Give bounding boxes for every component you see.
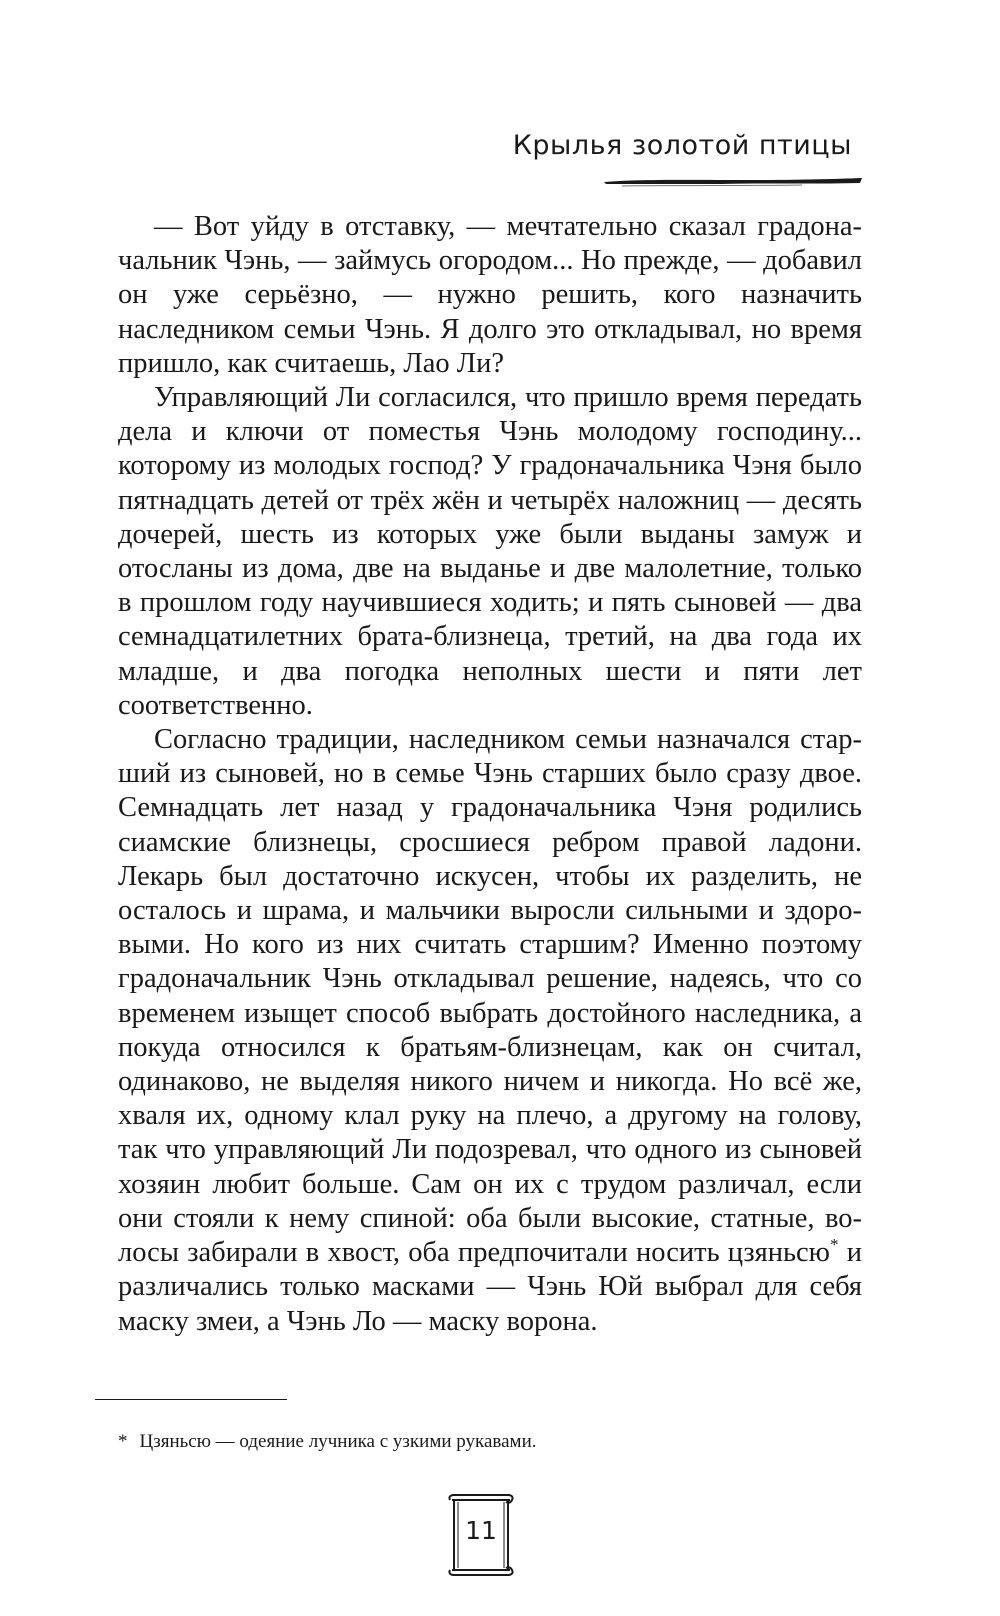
- footnote: [118, 1430, 862, 1454]
- paragraph-3-text-end: и различались только масками — Чэнь Юй выбрал для себя маску змеи, а Чэнь Ло — маску ворона.: [118, 1237, 862, 1337]
- footnote-text: Цзяньсю — одеяние лучника с узкими рукавами.: [139, 1431, 537, 1452]
- footnote-divider: [95, 1399, 287, 1400]
- paragraph-3-text-start: Согласно традиции, наследником семьи назначался старший из сыновей, но в семье Чэнь старших было сразу двое. Семнадцать лет назад у градоначальника Чэня родились сиамские близнецы, сросшиеся ребром правой ладони. Лекарь был достаточно искусен, чтобы их разделить, не осталось и шрама, и мальчики выросли сильными и здоровыми. Но кого из них считать старшим? Именно поэтому градоначальник Чэнь откладывал решение, надеясь, что со временем изыщет способ выбрать достойного наследника, а покуда относился к братьям-близнецам, как он считал, одинаково, не выделяя никого ничем и никогда. Но всё же, хваля их, одному клал руку на плечо, а другому на голову, так что управляющий Ли подозревал, что одного из сыновей хозяин любит больше. Сам он их с трудом различал, если они стояли к нему спиной: оба были высокие, статные, волосы забирали в хвост, оба предпочитали носить цзяньсю: [118, 724, 862, 1269]
- main-text: [118, 210, 862, 1339]
- paragraph-2: Управляющий Ли согласился, что пришло время передать дела и ключи от поместья Чэнь молодому господину... которому из молодых господ? У градоначальника Чэня было пятнадцать детей от трёх жён и четырёх наложниц — десять дочерей, шесть из которых уже были выданы замуж и отосланы из дома, две на выданье и две малолетние, только в прошлом году научившиеся ходить; и пять сыновей — два семнадцатилетних брата-близнеца, третий, на два года их младше, и два погодка неполных шести и пяти лет соответственно.: [118, 382, 862, 721]
- running-header: Крылья золотой птицы: [512, 130, 852, 161]
- page-number: 11: [465, 1516, 497, 1545]
- footnote-marker: *: [118, 1431, 128, 1452]
- header-brush-rule: [602, 174, 864, 188]
- page-number-ornament: [444, 1492, 518, 1578]
- footnote-reference-mark: *: [829, 1235, 839, 1255]
- paragraph-3: [118, 723, 862, 1339]
- paragraph-1: — Вот уйду в отставку, — мечтательно сказал градоначальник Чэнь, — займусь огородом... Но прежде, — добавил он уже серьёзно, — нужно решить, кого назначить наследником семьи Чэнь. Я долго это откладывал, но время пришло, как считаешь, Лао Ли?: [118, 211, 862, 379]
